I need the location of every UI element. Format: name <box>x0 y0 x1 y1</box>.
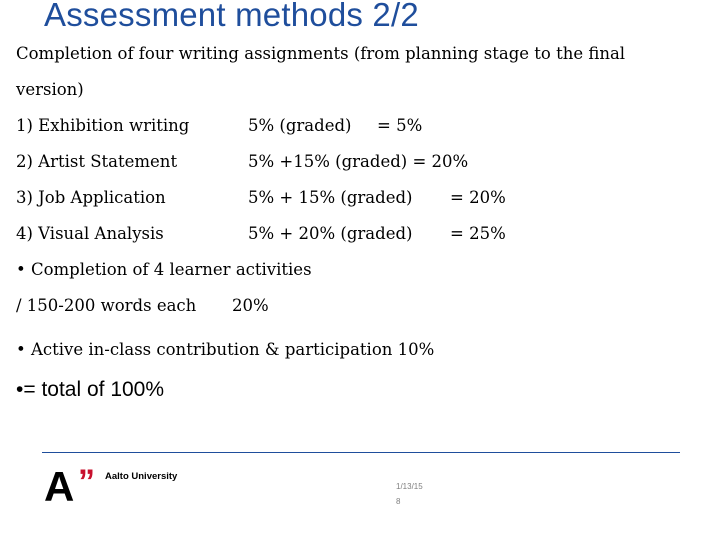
assignment-row <box>16 224 506 243</box>
assignment-total: = 25% <box>450 224 506 243</box>
participation-line: • Active in-class contribution & participation 10% <box>16 340 435 359</box>
assignment-formula: 5% (graded) <box>248 116 352 135</box>
assignment-row <box>16 116 423 135</box>
slide-title: Assessment methods 2/2 <box>44 0 419 33</box>
total-line: •= total of 100% <box>16 378 165 401</box>
assignment-row <box>16 152 469 171</box>
assignment-row <box>16 188 506 207</box>
intro-line-2: version) <box>16 80 84 99</box>
assignment-total: = 5% <box>377 116 423 135</box>
learner-activities-label: / 150-200 words each <box>16 296 197 315</box>
learner-activities-value: 20% <box>232 296 269 315</box>
assignment-formula: 5% + 20% (graded) <box>248 224 413 243</box>
learner-activities-line: • Completion of 4 learner activities <box>16 260 312 279</box>
university-name: Aalto University <box>105 471 178 482</box>
assignment-name: 2) Artist Statement <box>16 152 178 171</box>
assignment-name: 3) Job Application <box>16 188 166 207</box>
footer-date: 1/13/15 <box>396 482 423 491</box>
aalto-logo-icon: A <box>44 463 75 510</box>
footer-divider <box>42 452 680 453</box>
intro-line-1: Completion of four writing assignments (from planning stage to the final <box>16 44 626 63</box>
page-number: 8 <box>396 497 401 506</box>
learner-activities-detail <box>16 296 269 315</box>
assignment-name: 1) Exhibition writing <box>16 116 190 135</box>
assignment-formula: 5% +15% (graded) = 20% <box>248 152 469 171</box>
aalto-logo-quote: ” <box>78 463 95 501</box>
assignment-total: = 20% <box>450 188 506 207</box>
assignment-name: 4) Visual Analysis <box>16 224 164 243</box>
assignment-formula: 5% + 15% (graded) <box>248 188 413 207</box>
